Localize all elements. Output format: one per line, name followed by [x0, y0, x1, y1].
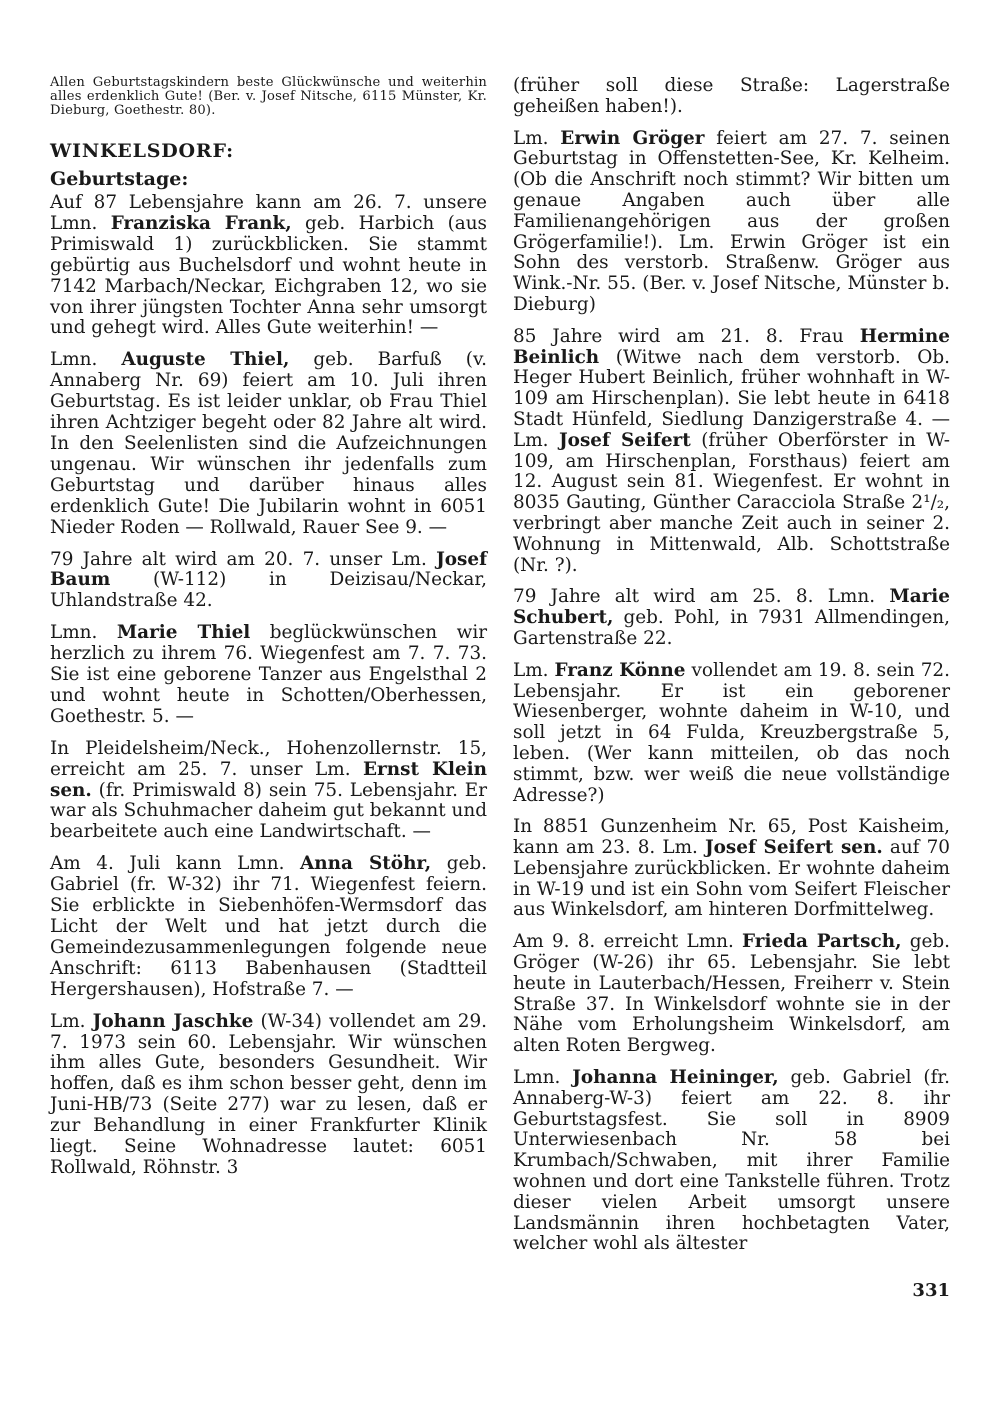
birthday-entry: 79 Jahre alt wird am 25. 8. Lmn. Marie Schubert, geb. Pohl, in 7931 Allmendingen, Gartenstraße 22. — [513, 586, 950, 649]
birthday-entry: Lmn. Marie Thiel beglückwünschen wir herzlich zu ihrem 76. Wiegenfest am 7. 7. 73. Sie ist eine geborene Tanzer aus Engelsthal 2 und wohnt heute in Schotten/Oberhessen, Goethestr. 5. — — [50, 622, 487, 727]
left-column — [50, 76, 487, 1190]
birthday-entry: In 8851 Gunzenheim Nr. 65, Post Kaisheim, kann am 23. 8. Lm. Josef Seifert sen. auf 70 Lebensjahre zurückblicken. Er wohnte daheim in W-19 und ist ein Sohn vom Seifert Fleischer aus Winkelsdorf, am hinteren Dorfmittelweg. — [513, 816, 950, 921]
person-name: Frieda Partsch, — [742, 931, 902, 953]
page-number: 331 — [912, 1280, 950, 1301]
birthday-entry: In Pleidelsheim/Neck., Hohenzollernstr. 15, erreicht am 25. 7. unser Lm. Ernst Klein sen. (fr. Primiswald 8) sein 75. Lebensjahr. Er war als Schuhmacher daheim gut bekannt und bearbeitete auch eine Landwirtschaft. — — [50, 737, 488, 843]
birthday-entry: Lm. Johann Jaschke (W-34) vollendet am 29. 7. 1973 sein 60. Lebensjahr. Wir wünschen ihm alles Gute, besonders Gesundheit. Wir hoffen, daß es ihm schon besser geht, denn im Juni-HB/73 (Seite 277) war zu lesen, daß er zur Behandlung in einer Frankfurter Klinik liegt. Seine Wohnadresse lautet: 6051 Rollwald, Röhnstr. 3 — [50, 1010, 488, 1178]
birthday-entry: Lm. Erwin Gröger feiert am 27. 7. seinen Geburtstag in Offenstetten-See, Kr. Kelheim. (Ob die Anschrift noch stimmt? Wir bitten um genaue Angaben auch über alle Familienangehörigen aus der großen Grögerfamilie!). Lm. Erwin Gröger ist ein Sohn des verstorb. Straßenw. Gröger aus Wink.-Nr. 55. (Ber. v. Josef Nitsche, Münster b. Dieburg) — [513, 127, 951, 315]
intro-note: Allen Geburtstagskindern beste Glückwünsche und weiterhin alles erdenklich Gute! (Ber. v. Josef Nitsche, 6115 Münster, Kr. Dieburg, Goethestr. 80). — [50, 75, 487, 118]
person-name: Marie Thiel — [116, 622, 251, 644]
birthday-entry: 79 Jahre alt wird am 20. 7. unser Lm. Josef Baum (W-112) in Deizisau/Neckar, Uhlandstraße 42. — [50, 548, 487, 612]
birthday-entry: Lm. Franz Könne vollendet am 19. 8. sein 72. Lebensjahr. Er ist ein geborener Wiesenberger, wohnte daheim in W-10, und soll jetzt in 64 Fulda, Kreuzbergstraße 5, leben. (Wer kann mitteilen, ob das noch stimmt, bzw. wer weiß die neue vollständige Adresse?) — [513, 659, 950, 806]
continued-text: (früher soll diese Straße: Lagerstraße geheißen haben!). — [513, 75, 950, 117]
birthday-entry: Am 9. 8. erreicht Lmn. Frieda Partsch, geb. Gröger (W-26) ihr 65. Lebensjahr. Sie lebt heute in Lauterbach/Hessen, Freiherr v. Stein Straße 37. In Winkelsdorf wohnte sie in der Nähe vom Erholungsheim Winkelsdorf, am alten Roten Bergweg. — [513, 931, 950, 1057]
section-subheading: Geburtstage: — [50, 168, 189, 190]
person-name: Josef Seifert sen. — [704, 837, 883, 859]
birthday-entry: Auf 87 Lebensjahre kann am 26. 7. unsere Lmn. Franziska Frank, geb. Harbich (aus Primiswald 1) zurückblicken. Sie stammt gebürtig aus Buchelsdorf und wohnt heute in 7142 Marbach/Neckar, Eichgraben 12, wo sie von ihrer jüngsten Tochter Anna sehr umsorgt und gehegt wird. Alles Gute weiterhin! — — [50, 192, 487, 339]
birthday-entry: Am 4. Juli kann Lmn. Anna Stöhr, geb. Gabriel (fr. W-32) ihr 71. Wiegenfest feiern. Sie erblickte in Siebenhöfen-Wermsdorf das Licht der Welt und hat jetzt durch die Gemeindezusammenlegungen folgende neue Anschrift: 6113 Babenhausen (Stadtteil Hergershausen), Hofstraße 7. — — [50, 853, 488, 1000]
person-name: Johann Jaschke — [92, 1010, 254, 1032]
person-name: Auguste Thiel, — [121, 349, 290, 371]
person-name: Erwin Gröger — [560, 127, 705, 149]
birthday-entry: Lmn. Auguste Thiel, geb. Barfuß (v. Annaberg Nr. 69) feiert am 10. Juli ihren Geburtstag. Es ist leider unklar, ob Frau Thiel ihren Achtziger begeht oder 82 Jahre alt wird. In den Seelenlisten sind die Aufzeichnungen ungenau. Wir wünschen ihr jedenfalls zum Geburtstag und darüber hinaus alles erdenklich Gute! Die Jubilarin wohnt in 6051 Nieder Roden — Rollwald, Rauer See 9. — — [50, 349, 487, 538]
section-heading: WINKELSDORF: — [50, 140, 234, 162]
birthday-entry: Lmn. Johanna Heininger, geb. Gabriel (fr. Annaberg-W-3) feiert am 22. 8. ihr Geburtstagsfest. Sie soll in 8909 Unterwiesenbach Nr. 58 bei Krumbach/Schwaben, mit ihrer Familie wohnen und dort eine Tankstelle führen. Trotz dieser vielen Arbeit umsorgt unsere Landsmännin ihren hochbetagten Vater, welcher wohl als ältester — [513, 1067, 951, 1255]
person-name: Franziska Frank, — [110, 212, 292, 234]
person-name: Ernst Klein sen. — [50, 758, 488, 801]
person-name: Hermine Beinlich — [513, 325, 950, 368]
person-name: Anna Stöhr, — [300, 853, 432, 875]
person-name: Josef Seifert — [558, 429, 691, 451]
right-column — [513, 76, 950, 1266]
person-name: Josef Baum — [50, 548, 487, 591]
person-name: Marie Schubert, — [513, 586, 950, 629]
birthday-entry: 85 Jahre wird am 21. 8. Frau Hermine Beinlich (Witwe nach dem verstorb. Ob. Heger Hubert Beinlich, früher wohnhaft in W-109 am Hirschenplan). Sie lebt heute in 6418 Stadt Hünfeld, Siedlung Danzigerstraße 4. — Lm. Josef Seifert (früher Oberförster in W-109, am Hirschenplan, Forsthaus) feiert am 12. August sein 81. Wiegenfest. Er wohnt in 8035 Gauting, Günther Caracciola Straße 2¹/₂, verbringt aber manche Zeit auch in seiner 2. Wohnung in Mittenwald, Alb. Schottstraße (Nr. ?). — [513, 325, 950, 576]
person-name: Franz Könne — [554, 659, 686, 681]
person-name: Johanna Heininger, — [572, 1067, 779, 1089]
